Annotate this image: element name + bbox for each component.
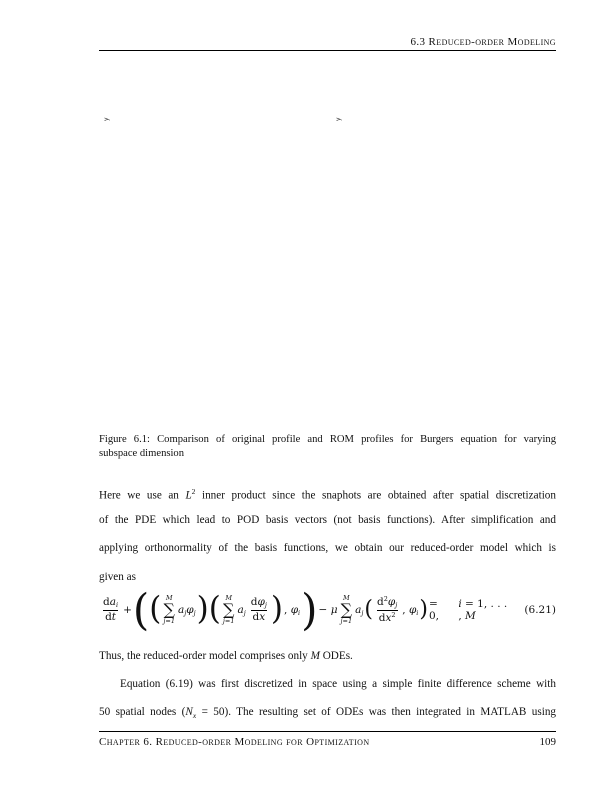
fraction-denominator: dt — [105, 610, 117, 623]
close-paren-inner: ) — [270, 590, 283, 628]
fraction-numerator: $d\varphi_j$ — [250, 595, 267, 609]
text-segment: ODEs. — [319, 650, 353, 662]
text-segment: = 50). The resulting set of ODEs was then integrated in MATLAB using — [196, 706, 557, 719]
term-aj: $a_j$ — [237, 603, 246, 617]
text-segment: 50 spatial nodes ( — [99, 706, 186, 719]
text-line: given as — [99, 570, 136, 583]
text-segment: inner product since the snaphots are obtained after spatial discretization — [195, 489, 556, 502]
caption-line: subspace dimension — [99, 447, 185, 459]
sum-operator-2 — [223, 595, 235, 625]
variable-M: M — [310, 650, 320, 662]
open-paren-small: ( — [364, 596, 373, 623]
fraction-numerator: $d^2\varphi_j$ — [377, 594, 398, 609]
footer-rule — [99, 731, 556, 732]
equation-6-21 — [99, 582, 556, 638]
comma-phi-i: , $\varphi_i$ — [284, 603, 301, 617]
sigma-symbol: ∑ — [340, 600, 353, 619]
text-line: of the PDE which lead to POD basis vectors (not basis functions). After simplification and — [99, 514, 556, 527]
figure-caption — [99, 433, 556, 460]
fraction-denominator: dx — [252, 610, 266, 623]
close-paren-outer: ) — [301, 584, 318, 635]
text-line — [99, 478, 556, 506]
dphidx-fraction — [249, 597, 269, 624]
close-paren-inner: ) — [196, 590, 209, 628]
equals-zero: = 0, — [428, 598, 440, 622]
sigma-symbol: ∑ — [163, 600, 175, 619]
plus-operator: + — [123, 604, 132, 616]
text-line: applying orthonormality of the basis functions, we obtain our reduced-order model which is — [99, 542, 556, 555]
page-number: 109 — [539, 736, 556, 748]
comma-phi-i: , $\varphi_i$ — [402, 603, 419, 617]
text-line: Equation (6.19) was first discretized in space using a simple finite difference scheme with — [120, 678, 556, 691]
fraction-denominator: $dx^2$ — [378, 610, 396, 624]
text-segment: Here we use an — [99, 489, 186, 502]
variable-L: L — [185, 489, 192, 502]
paragraph-inner-product — [99, 478, 556, 591]
minus-mu: − μ — [318, 604, 338, 616]
sum-lower-limit: j=1 — [340, 617, 353, 625]
sum-upper-limit: M — [342, 593, 350, 602]
variable-N: N — [185, 706, 193, 719]
subscript-x: x — [192, 711, 197, 721]
running-header: 6.3 Reduced-order Modeling — [410, 36, 556, 48]
header-rule — [99, 50, 556, 51]
sum-lower-limit: j=1 — [222, 617, 235, 625]
running-footer — [99, 736, 556, 748]
open-paren-inner: ( — [149, 590, 162, 628]
equation-body — [99, 582, 556, 638]
figure-6-1 — [97, 56, 557, 186]
open-paren-inner: ( — [208, 590, 221, 628]
surface-plot-rom — [329, 56, 557, 186]
text-line — [99, 698, 556, 726]
term-aj: $a_j$ — [355, 603, 364, 617]
superscript-2: 2 — [191, 487, 196, 496]
close-paren-small: ) — [419, 596, 428, 623]
sum-lower-limit: j=1 — [163, 617, 176, 625]
sum-upper-limit: M — [225, 593, 233, 602]
sum-upper-limit: M — [165, 593, 173, 602]
caption-line: Figure 6.1: Comparison of original profile and ROM profiles for Burgers equation for varying — [99, 434, 556, 445]
d2phidx2-fraction — [375, 596, 399, 625]
text-line — [99, 642, 556, 670]
footer-chapter: Chapter 6. Reduced-order Modeling for Optimization — [99, 736, 370, 748]
term-aj-phij: $a_j\varphi_j$ — [178, 603, 196, 617]
sum-operator-3 — [341, 595, 353, 625]
paragraph-discretization — [99, 642, 556, 727]
open-paren-outer: ( — [132, 584, 150, 635]
fraction-numerator: $da_i$ — [103, 595, 119, 609]
index-condition: i = 1, . . . , M — [458, 598, 508, 622]
sum-operator-1 — [163, 595, 175, 625]
sigma-symbol: ∑ — [222, 600, 235, 619]
surface-plot-original — [97, 56, 325, 186]
text-segment: Thus, the reduced-order model comprises only — [99, 650, 311, 662]
equation-number: (6.21) — [524, 604, 556, 616]
dadt-fraction — [101, 597, 120, 624]
